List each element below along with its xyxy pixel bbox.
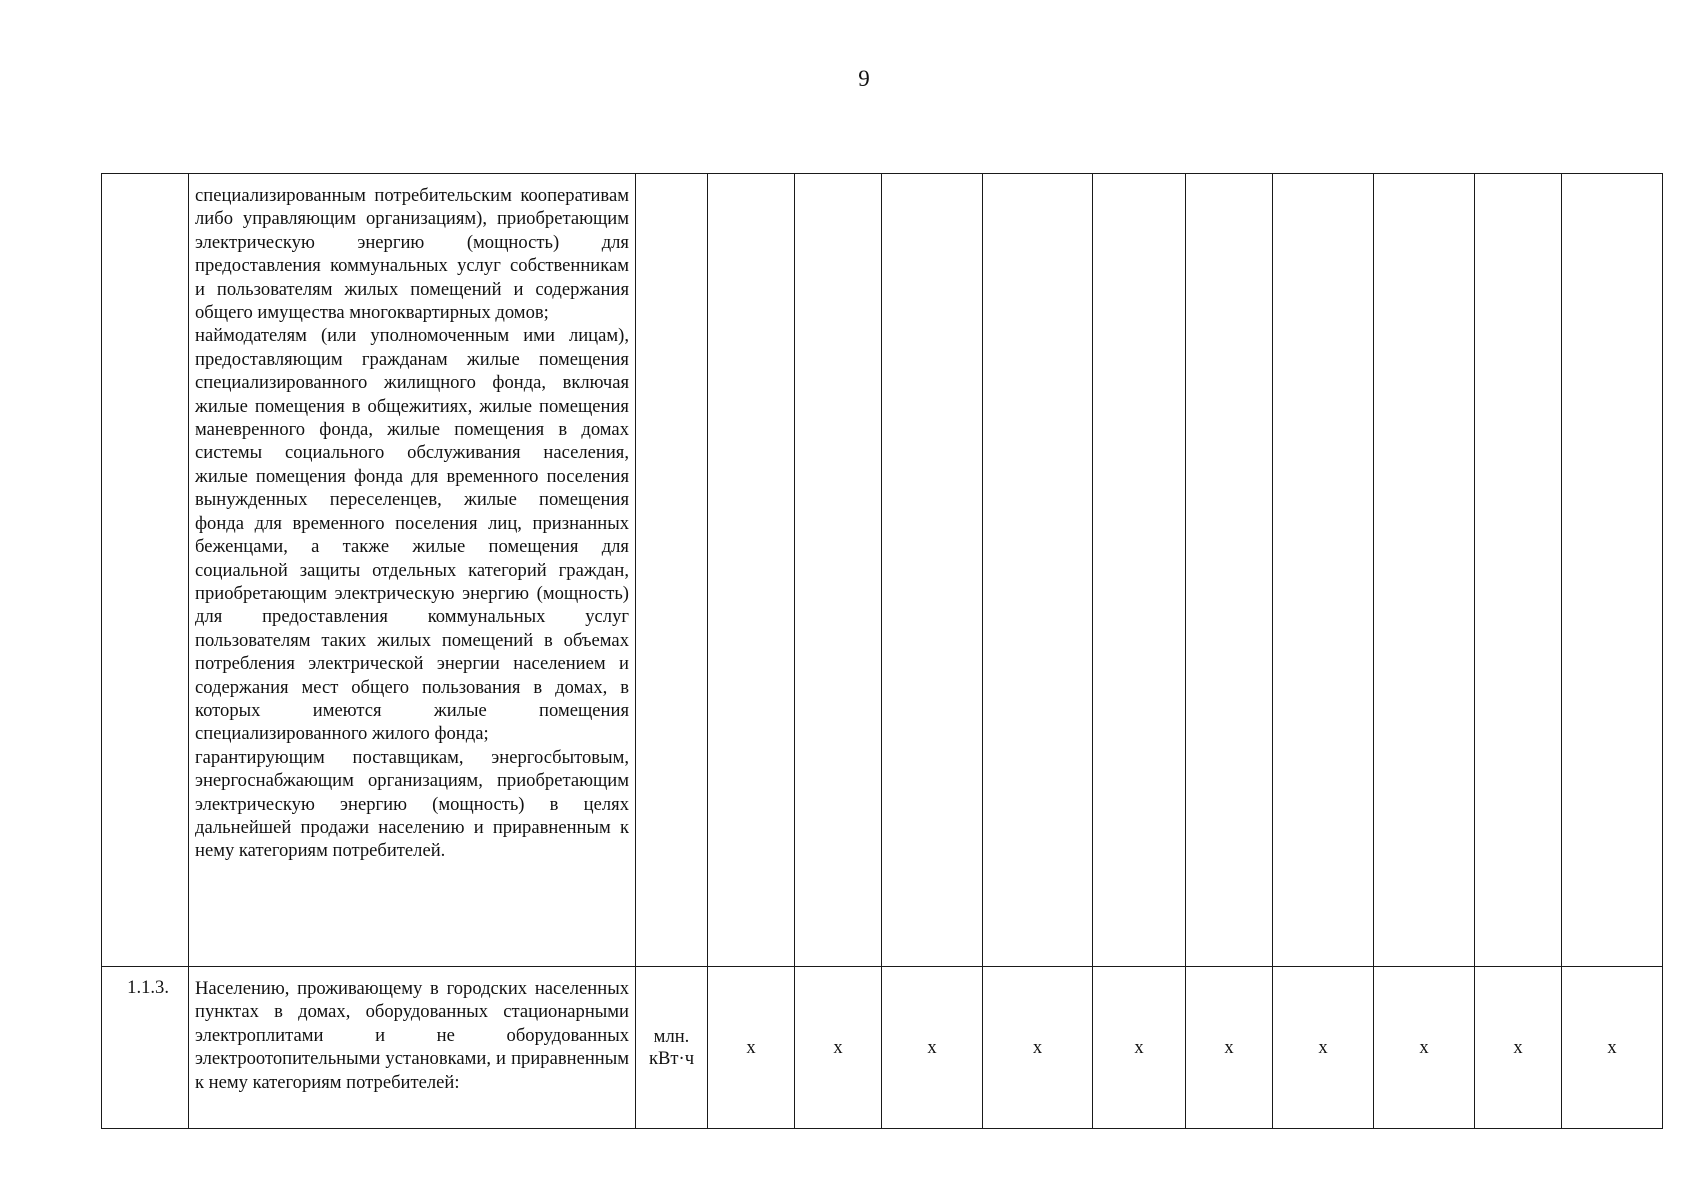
description-paragraph: наймодателям (или уполномоченным ими лицам), предоставляющим гражданам жилые помещения специализированного жилищного фонда, включая жилые помещения в общежитиях, жилые помещения маневренного фонда, жилые помещения в домах системы социального обслуживания населения, жилые помещения фонда для временного поселения вынужденных переселенцев, жилые помещения фонда для временного поселения лиц, признанных беженцами, а также жилые помещения для социальной защиты отдельных категорий граждан, приобретающим электрическую энергию (мощность) для предоставления коммунальных услуг пользователям таких жилых помещений в объемах потребления электрической энергии населением и содержания мест общего пользования в домах, в которых имеются жилые помещения специализированного жилого фонда; bbox=[195, 325, 629, 745]
value-cell bbox=[1374, 174, 1475, 967]
data-table bbox=[101, 173, 1663, 1129]
not-applicable-mark: х bbox=[746, 1036, 756, 1058]
not-applicable-mark: х bbox=[1134, 1036, 1144, 1058]
not-applicable-mark: х bbox=[927, 1036, 937, 1058]
value-cell bbox=[983, 967, 1093, 1129]
value-cell bbox=[1562, 967, 1663, 1129]
value-cell bbox=[708, 174, 795, 967]
value-cell bbox=[1475, 967, 1562, 1129]
description-cell bbox=[189, 174, 636, 967]
value-cell bbox=[882, 174, 983, 967]
unit-label: кВт·ч bbox=[648, 1047, 695, 1069]
value-cell bbox=[708, 967, 795, 1129]
value-cell bbox=[1186, 174, 1273, 967]
value-cell bbox=[1374, 967, 1475, 1129]
row-number-cell bbox=[102, 174, 189, 967]
value-cell bbox=[1273, 174, 1374, 967]
unit-cell bbox=[636, 174, 708, 967]
unit-label: млн. bbox=[653, 1025, 690, 1047]
value-cell bbox=[983, 174, 1093, 967]
not-applicable-mark: х bbox=[1607, 1036, 1617, 1058]
description-cell bbox=[189, 967, 636, 1129]
description-paragraph: специализированным потребительским кооперативам либо управляющим организациям), приобретающим электрическую энергию (мощность) для предоставления коммунальных услуг собственникам и пользователям жилых помещений и содержания общего имущества многоквартирных домов; bbox=[195, 185, 629, 324]
description-paragraph: гарантирующим поставщикам, энергосбытовым, энергоснабжающим организациям, приобретающим электрическую энергию (мощность) в целях дальнейшей продажи населению и приравненным к нему категориям потребителей. bbox=[195, 746, 629, 862]
row-number-cell: 1.1.3. bbox=[102, 967, 189, 1129]
value-cell bbox=[1093, 174, 1186, 967]
not-applicable-mark: х bbox=[1318, 1036, 1328, 1058]
value-cell bbox=[1562, 174, 1663, 967]
not-applicable-mark: х bbox=[1513, 1036, 1523, 1058]
value-cell bbox=[1093, 967, 1186, 1129]
not-applicable-mark: х bbox=[1224, 1036, 1234, 1058]
value-cell bbox=[882, 967, 983, 1129]
table-row bbox=[102, 174, 1663, 967]
value-cell bbox=[795, 174, 882, 967]
value-cell bbox=[1273, 967, 1374, 1129]
not-applicable-mark: х bbox=[1032, 1036, 1043, 1058]
not-applicable-mark: х bbox=[1419, 1036, 1429, 1058]
value-cell bbox=[795, 967, 882, 1129]
value-cell bbox=[1475, 174, 1562, 967]
value-cell bbox=[1186, 967, 1273, 1129]
not-applicable-mark: х bbox=[833, 1036, 843, 1058]
page-number: 9 bbox=[858, 66, 870, 91]
table-row bbox=[102, 967, 1663, 1129]
unit-cell bbox=[636, 967, 708, 1129]
description-paragraph: Населению, проживающему в городских населенных пунктах в домах, оборудованных стационарными электроплитами и не оборудованных электроотопительными установками, и приравненным к нему категориям потребителей: bbox=[195, 978, 629, 1093]
